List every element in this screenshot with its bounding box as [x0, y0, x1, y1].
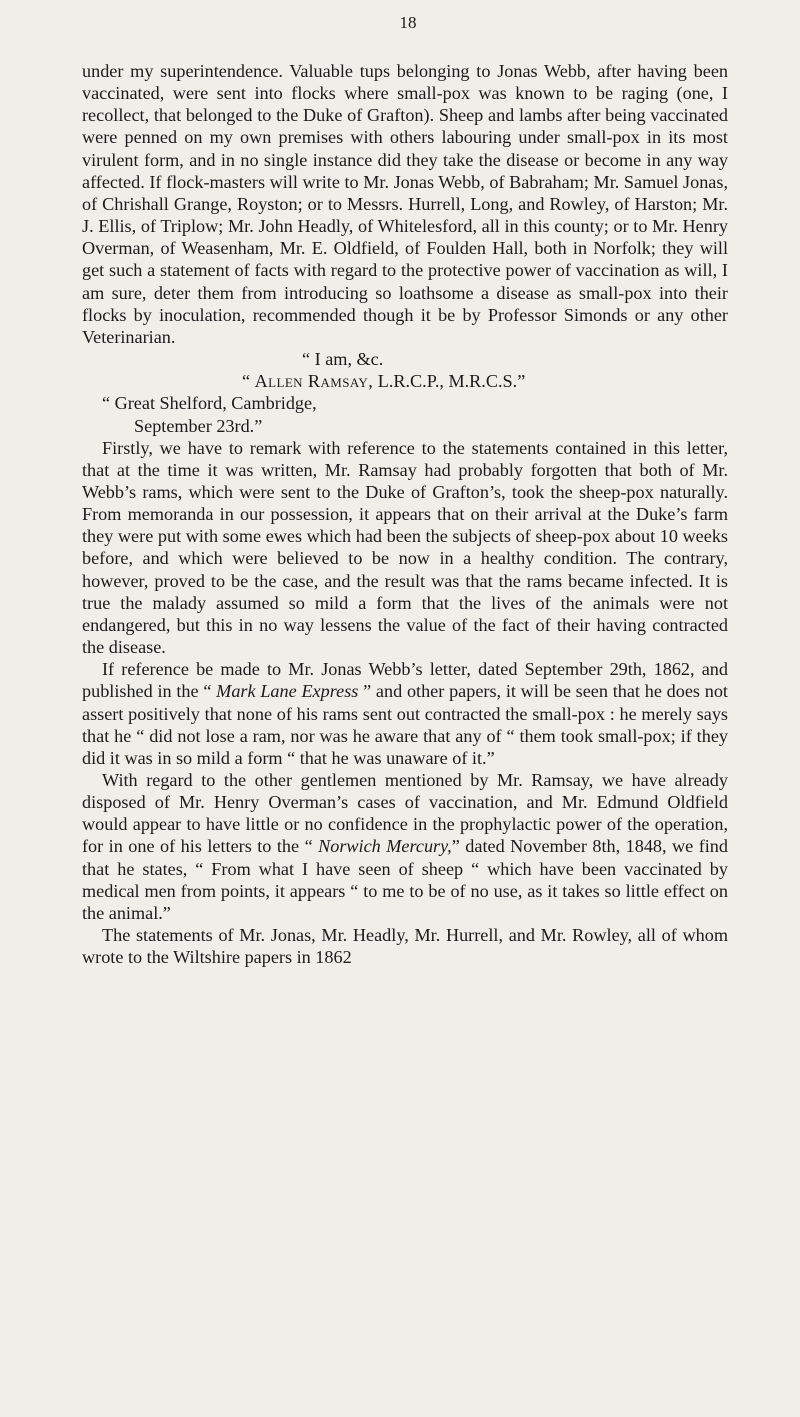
- commentary-paragraph-4: The statements of Mr. Jonas, Mr. Headly, Mr. Hurrell, and Mr. Rowley, all of whom wrote to the Wiltshire papers in 1862: [82, 925, 728, 968]
- signature-name: Allen Ramsay,: [254, 371, 374, 392]
- letter-signature: [82, 370, 728, 392]
- commentary-paragraph-3: [82, 769, 728, 924]
- paragraph-2-text-b: ” and other papers, it will be seen that he does not assert positively that none of his rams sent out contracted the small-pox : he merely says that he “ did not lose a ram, nor was he aware that any of “ them took small-pox; if they did it was in so mild a form “ that he was unaware of it.”: [82, 681, 728, 768]
- signature-open-quote: “: [242, 371, 255, 392]
- commentary-paragraph-2: [82, 658, 728, 769]
- paragraph-3-text-a: With regard to the other gentlemen mentioned by Mr. Ramsay, we have already disposed of Mr. Henry Overman’s cases of vaccination, and Mr. Edmund Oldfield would appear to have little or no confidence in the prophylactic power of the operation, for in one of his letters to the “: [82, 770, 728, 857]
- newspaper-title-norwich-mercury: Norwich Mercury,: [318, 836, 452, 857]
- page-number: 18: [399, 13, 417, 32]
- book-page: [82, 12, 728, 968]
- signature-titles: L.R.C.P., M.R.C.S.”: [373, 371, 526, 392]
- commentary-paragraph-1: Firstly, we have to remark with reference to the statements contained in this letter, that at the time it was written, Mr. Ramsay had probably forgotten that both of Mr. Webb’s rams, which were sent to the Duke of Grafton’s, took the sheep-pox naturally. From memoranda in our possession, it appears that on their arrival at the Duke’s farm they were put with some ewes which had been the subjects of sheep-pox about 10 weeks before, and which were believed to be now in a healthy condition. The contrary, however, proved to be the case, and the result was that the rams became infected. It is true the malady assumed so mild a form that the lives of the animals were not endangered, but this in no way lessens the value of the fact of their having contracted the disease.: [82, 437, 728, 658]
- newspaper-title-mark-lane-express: Mark Lane Express: [216, 681, 359, 702]
- paragraph-3-text-b: ” dated November 8th, 1848, we find that he states, “ From what I have seen of sheep “ which have been vaccinated by medical men from points, it appears “ to me to be of no use, as it takes so little effect on the animal.”: [82, 836, 728, 923]
- letter-date: September 23rd.”: [134, 415, 263, 436]
- letter-closing: “ I am, &c.: [302, 349, 384, 370]
- paragraph-2-text-a: If reference be made to Mr. Jonas Webb’s letter, dated September 29th, 1862, and published in the “: [82, 659, 728, 702]
- letter-place: “ Great Shelford, Cambridge,: [102, 393, 317, 414]
- letter-body: under my superintendence. Valuable tups belonging to Jonas Webb, after having been vaccinated, were sent into flocks where small-pox was known to be raging (one, I recollect, that belonged to the Duke of Grafton). Sheep and lambs after being vaccinated were penned on my own premises with others labouring under small-pox in its most virulent form, and in no single instance did they take the disease or become in any way affected. If flock-masters will write to Mr. Jonas Webb, of Babraham; Mr. Samuel Jonas, of Chrishall Grange, Royston; or to Messrs. Hurrell, Long, and Rowley, of Harston; Mr. J. Ellis, of Triplow; Mr. John Headly, of Whitelesford, all in this county; or to Mr. Henry Overman, of Weasenham, Mr. E. Oldfield, of Foulden Hall, both in Norfolk; they will get such a statement of facts with regard to the protective power of vaccination as will, I am sure, deter them from introducing so loathsome a disease as small-pox into their flocks by inoculation, recommended though it be by Professor Simonds or any other Veterinarian.: [82, 61, 728, 347]
